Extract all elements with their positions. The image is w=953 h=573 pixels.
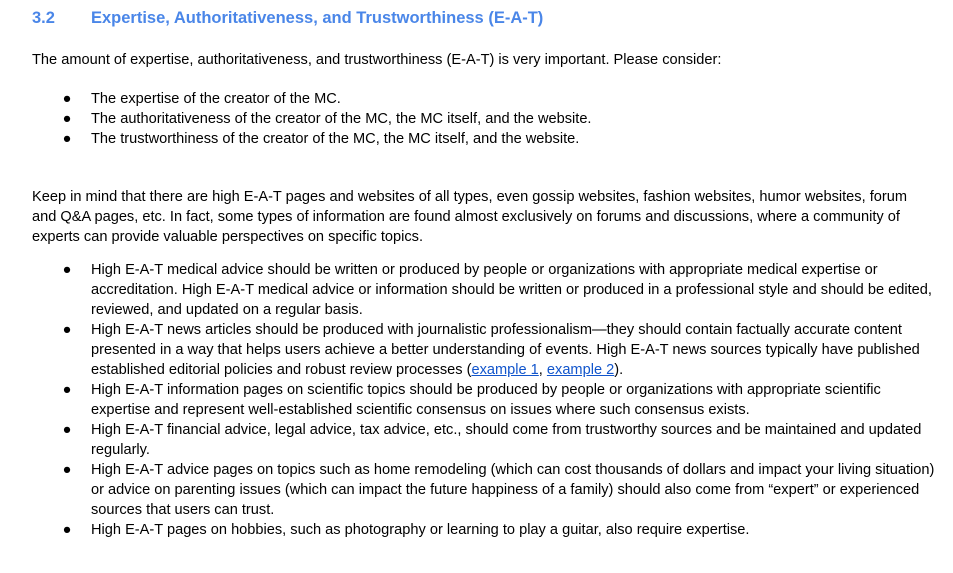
list-item-text: The expertise of the creator of the MC. xyxy=(91,91,341,107)
bullet-icon: ● xyxy=(62,131,72,147)
section-title: Expertise, Authoritativeness, and Trustworthiness (E-A-T) xyxy=(91,9,544,27)
list-item-advice xyxy=(32,460,937,520)
list-item xyxy=(32,129,937,149)
list-item-text: The trustworthiness of the creator of the MC, the MC itself, and the website. xyxy=(91,131,580,147)
list-item-text-end: ). xyxy=(614,362,624,378)
list-item-text: High E-A-T information pages on scientific topics should be produced by people or organizations with appropriate scientific expertise and represent well-established scientific consensus on issues where such consensus exists. xyxy=(91,382,881,418)
bullet-icon: ● xyxy=(62,422,72,438)
list-item xyxy=(32,109,937,129)
example-2-link[interactable]: example 2 xyxy=(546,362,615,378)
list-item-medical xyxy=(32,260,937,320)
intro-paragraph: The amount of expertise, authoritativeness, and trustworthiness (E-A-T) is very important. Please consider: xyxy=(32,52,722,68)
list-item-hobbies xyxy=(32,520,937,540)
bullet-icon: ● xyxy=(62,522,72,538)
list-item-text: High E-A-T news articles should be produced with journalistic professionalism—they should contain factually accurate content presented in a way that helps users achieve a better understanding of events. High E-A-T news sources typically have published established editorial policies and robust review processes ( xyxy=(91,322,920,378)
list-item-news xyxy=(32,320,937,380)
list-item-text: High E-A-T pages on hobbies, such as photography or learning to play a guitar, also require expertise. xyxy=(91,522,750,538)
bullet-icon: ● xyxy=(62,91,72,107)
link-separator: , xyxy=(538,362,547,378)
bullet-icon: ● xyxy=(62,462,72,478)
list-item-text: High E-A-T medical advice should be written or produced by people or organizations with appropriate medical expertise or accreditation. High E-A-T medical advice or information should be written or produced in a professional style and should be edited, reviewed, and updated on a regular basis. xyxy=(91,262,932,318)
bullet-icon: ● xyxy=(62,382,72,398)
examples-list xyxy=(32,260,937,540)
list-item-text: High E-A-T financial advice, legal advice, tax advice, etc., should come from trustworthy sources and be maintained and updated regularly. xyxy=(91,422,922,458)
section-heading xyxy=(32,8,543,28)
section-number: 3.2 xyxy=(32,9,55,27)
list-item xyxy=(32,89,937,109)
list-item-science xyxy=(32,380,937,420)
list-item-financial xyxy=(32,420,937,460)
bullet-icon: ● xyxy=(62,322,72,338)
list-item-text: The authoritativeness of the creator of the MC, the MC itself, and the website. xyxy=(91,111,592,127)
example-1-link[interactable]: example 1 xyxy=(471,362,539,378)
bullet-icon: ● xyxy=(62,111,72,127)
bullet-icon: ● xyxy=(62,262,72,278)
body-paragraph: Keep in mind that there are high E-A-T pages and websites of all types, even gossip websites, fashion websites, humor websites, forum and Q&A pages, etc. In fact, some types of information are found almost exclusively on forums and discussions, where a community of experts can provide valuable perspectives on specific topics. xyxy=(32,189,908,245)
consider-list xyxy=(32,89,937,149)
list-item-text: High E-A-T advice pages on topics such as home remodeling (which can cost thousands of dollars and impact your living situation) or advice on parenting issues (which can impact the future happiness of a family) should also come from “expert” or experienced sources that users can trust. xyxy=(91,462,935,518)
